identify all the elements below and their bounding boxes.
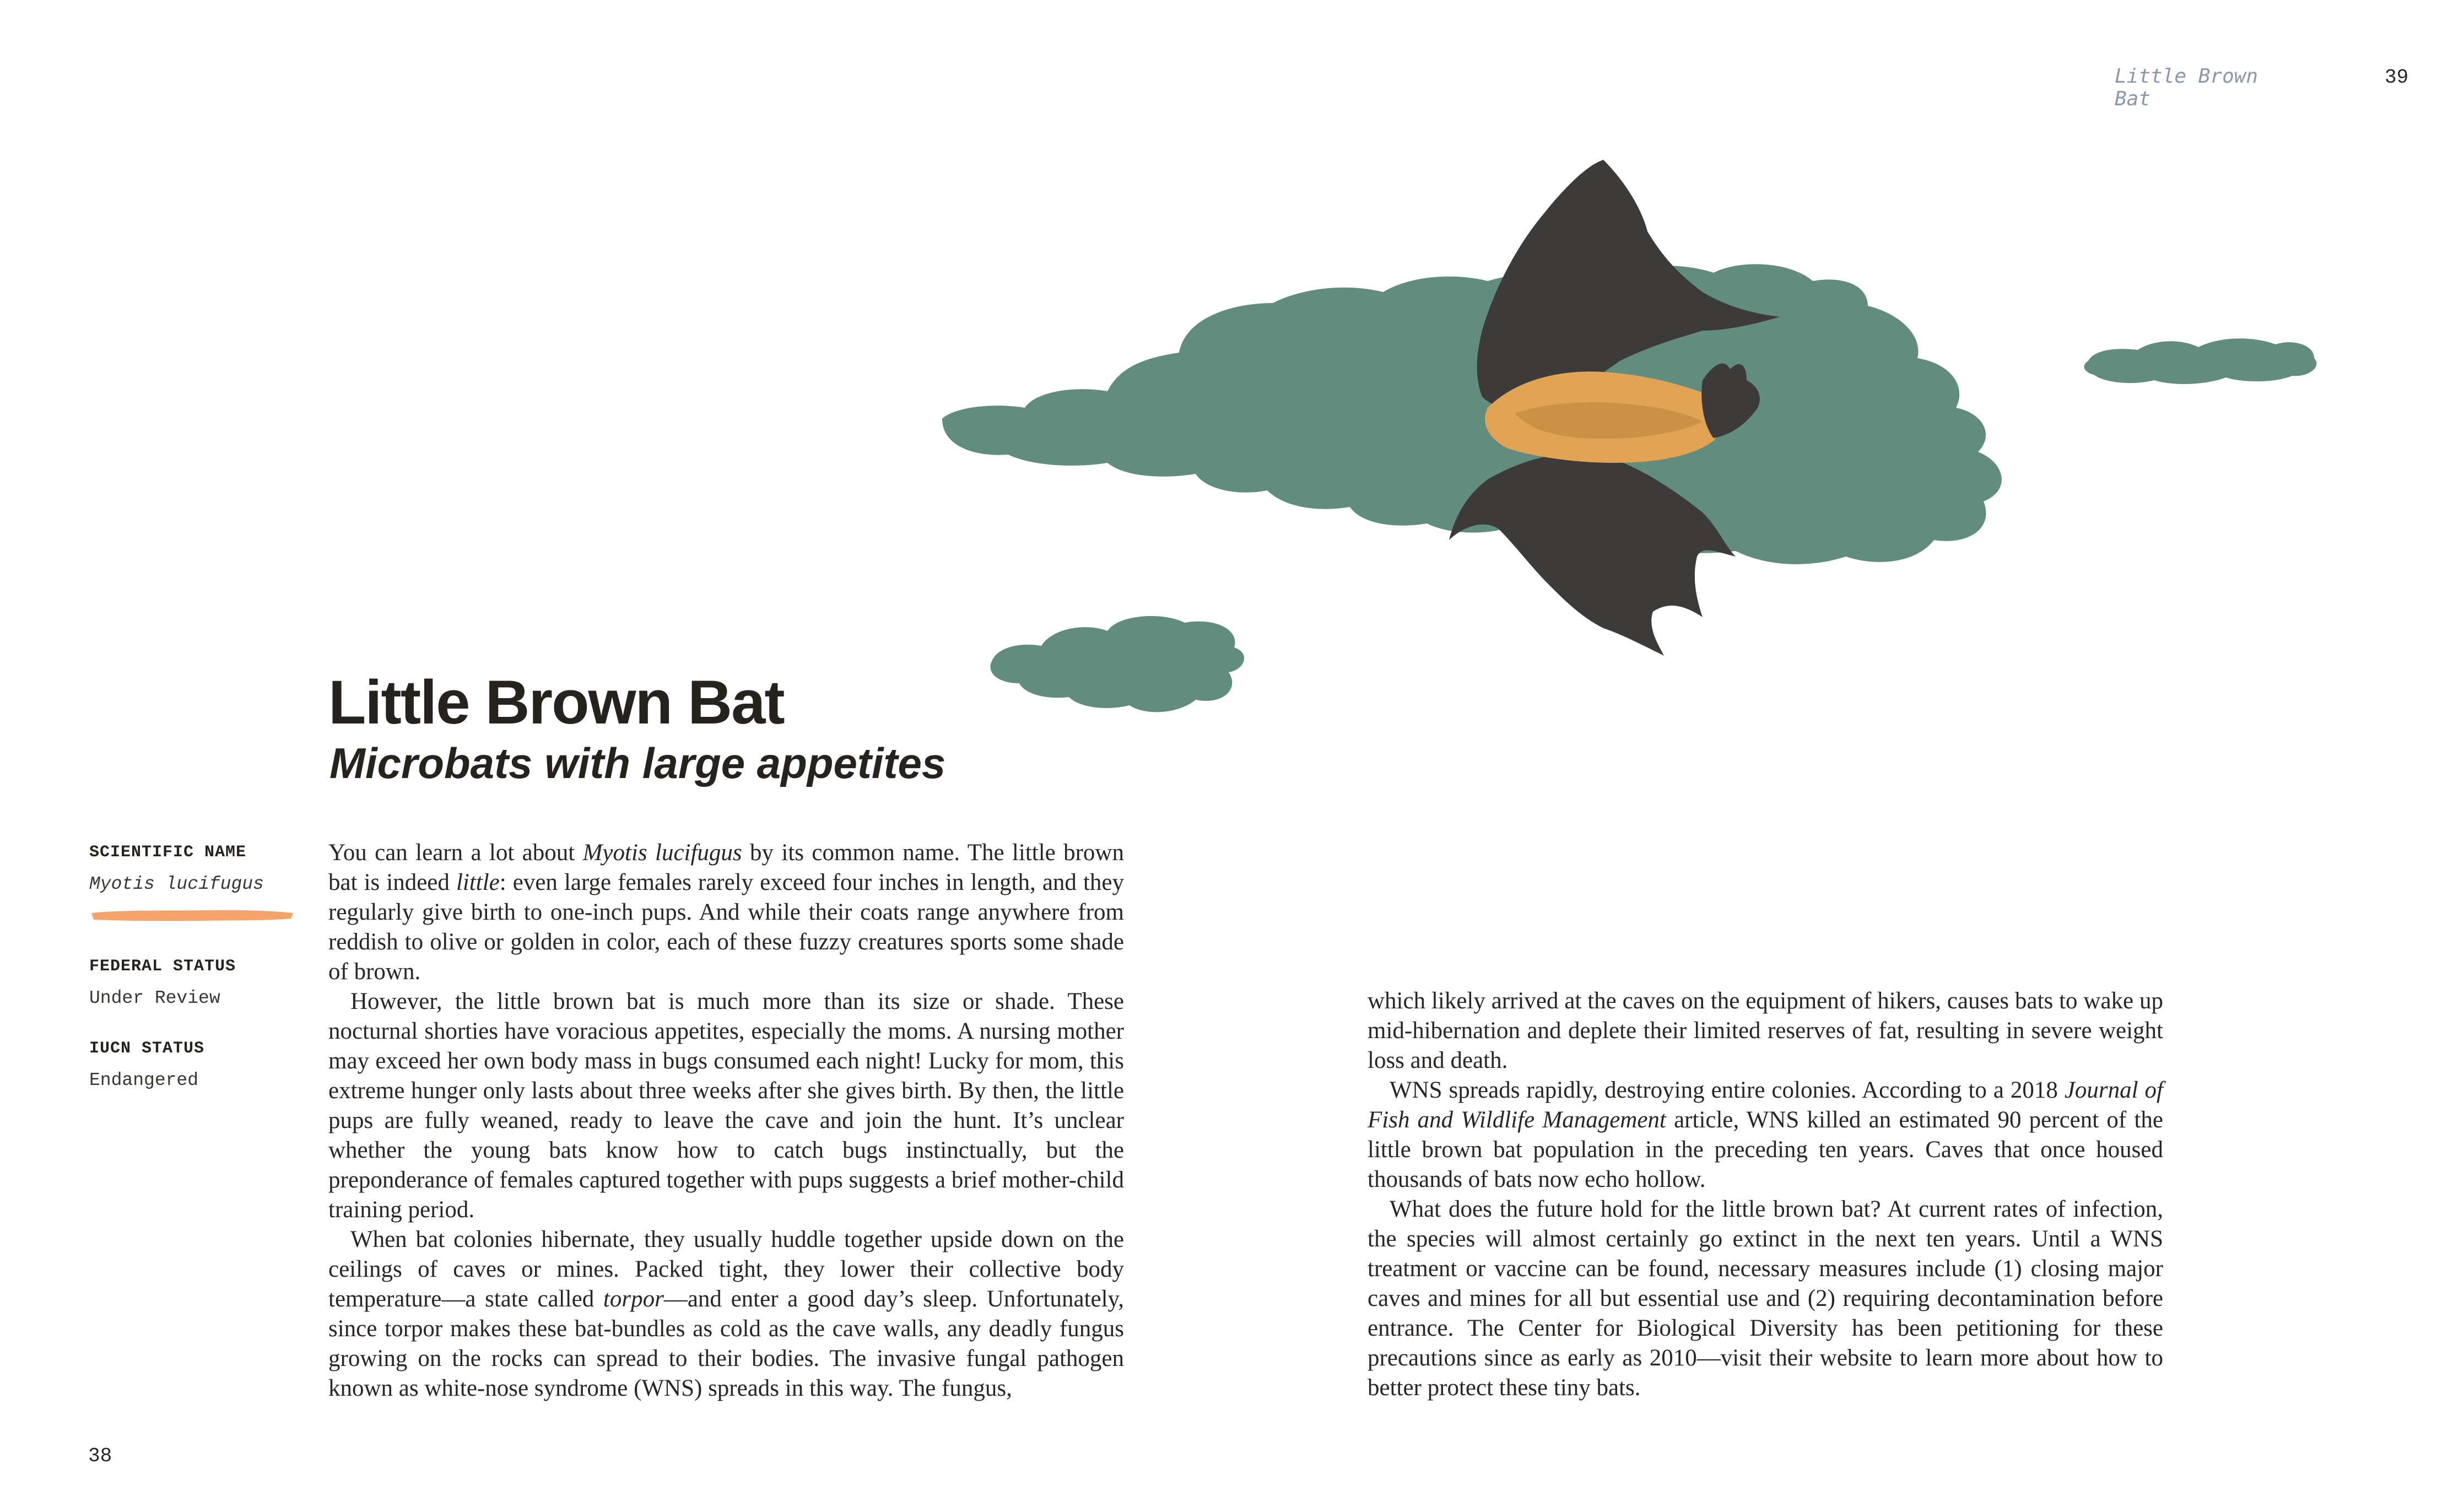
scientific-name-block <box>89 843 299 894</box>
federal-status-block <box>89 957 299 1008</box>
body-column-left <box>328 838 1124 1403</box>
paragraph-1-text-a: You can learn a lot about <box>328 840 583 866</box>
page-number-right: 39 <box>2385 66 2409 89</box>
orange-brush-stroke <box>89 905 294 925</box>
little-emphasis: little <box>456 869 500 895</box>
paragraph-1-text-c: by its common name. The little brown bat is indeed <box>328 840 1124 895</box>
body-column-right <box>1368 986 2163 1403</box>
paragraph-3 <box>328 1225 1124 1403</box>
iucn-status-label: IUCN STATUS <box>89 1039 205 1058</box>
journal-title-emphasis: Journal of Fish and Wildlife Management <box>1368 1077 2163 1133</box>
paragraph-6: What does the future hold for the little brown bat? At current rates of infection, the species will almost certainly go extinct in the next ten years. Until a WNS treatment or vaccine can be found, necessary measures include (1) closing major caves and mines for all but essential use and (2) requiring decontamination before entrance. The Center for Biological Diversity has been petitioning for these precautions since as early as 2010—visit their website to learn more about how to better protect these tiny bats. <box>1368 1196 2163 1401</box>
torpor-emphasis: torpor <box>603 1286 664 1312</box>
paragraph-3-text-a: When bat colonies hibernate, they usually huddle together upside down on the ceilings of caves or mines. Packed tight, they lower their collective body temperature—a state called <box>328 1227 1124 1312</box>
paragraph-5-text-a: WNS spreads rapidly, destroying entire colonies. According to a 2018 <box>1390 1077 2065 1103</box>
paragraph-3-text-c: —and enter a good day’s sleep. Unfortunately, since torpor makes these bat-bundles as cold as the cave walls, any deadly fungus growing on the rocks can spread to their bodies. The invasive fungal pathogen known as white-nose syndrome (WNS) spreads in this way. The fungus, <box>328 1286 1125 1401</box>
iucn-status-value: Endangered <box>89 1070 199 1090</box>
article-subtitle: Microbats with large appetites <box>329 739 946 787</box>
species-name-inline: Myotis lucifugus <box>582 840 742 866</box>
federal-status-label: FEDERAL STATUS <box>89 957 236 976</box>
scientific-name-label: SCIENTIFIC NAME <box>89 843 247 862</box>
paragraph-1 <box>328 838 1124 987</box>
bat <box>1449 160 1780 656</box>
running-head: Little Brown Bat <box>2115 65 2258 110</box>
article-title: Little Brown Bat <box>328 668 784 737</box>
federal-status-value: Under Review <box>89 988 220 1008</box>
scientific-name-value: Myotis lucifugus <box>89 874 264 894</box>
iucn-status-block <box>89 1039 299 1090</box>
page-number-left: 38 <box>88 1445 112 1467</box>
paragraph-1-text-e: : even large females rarely exceed four inches in length, and they regularly give birth to one-inch pups. And while their coats range anywhere from reddish to olive or golden in color, each of these fuzzy creatures sports some shade of brown. <box>328 869 1124 985</box>
paragraph-2: However, the little brown bat is much more than its size or shade. These nocturnal shorties have voracious appetites, especially the moms. A nursing mother may exceed her own body mass in bugs consumed each night! Lucky for mom, this extreme hunger only lasts about three weeks after she gives birth. By then, the little pups are fully weaned, ready to leave the cave and join the hunt. It’s unclear whether the young bats know how to catch bugs instinctually, but the preponderance of females captured together with pups suggests a brief mother-child training period. <box>328 989 1124 1223</box>
bat-illustration <box>931 149 2358 738</box>
paragraph-5 <box>1368 1076 2163 1195</box>
paragraph-4: which likely arrived at the caves on the equipment of hikers, causes bats to wake up mid-hibernation and deplete their limited reserves of fat, resulting in severe weight loss and death. <box>1368 988 2163 1073</box>
species-sidebar <box>89 843 299 1121</box>
paragraph-5-text-c: article, WNS killed an estimated 90 percent of the little brown bat population in the preceding ten years. Caves that once housed thousands of bats now echo hollow. <box>1368 1107 2163 1192</box>
